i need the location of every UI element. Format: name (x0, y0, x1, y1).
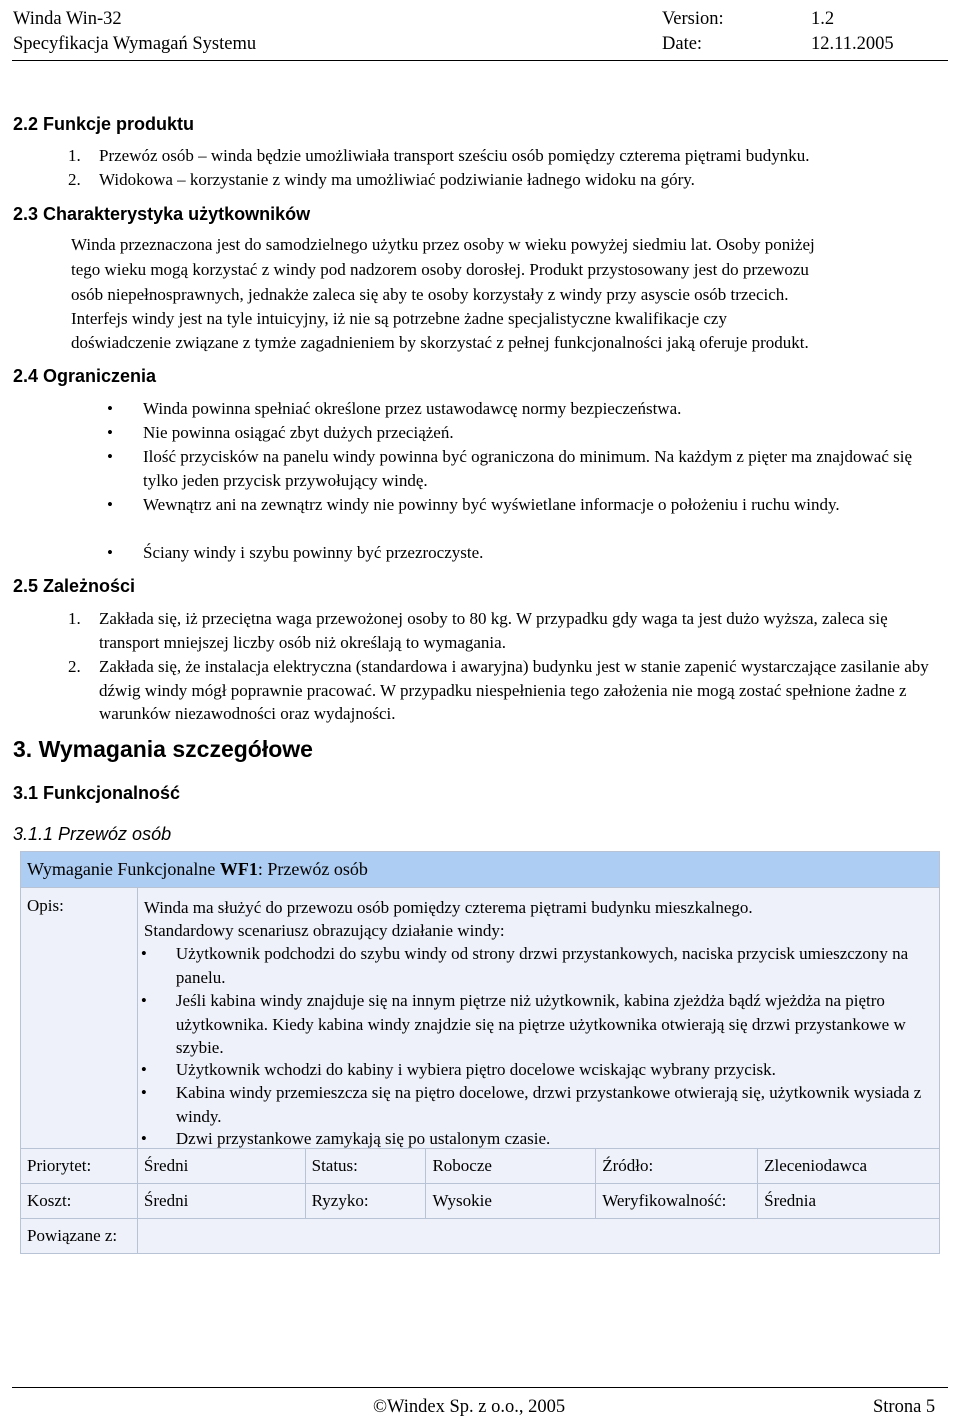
ryzyko-value: Wysokie (426, 1184, 596, 1219)
section-3-1-1-heading: 3.1.1 Przewóz osób (13, 824, 172, 844)
status-label: Status: (305, 1149, 426, 1184)
section-2-4-heading: 2.4 Ograniczenia (13, 366, 157, 386)
requirement-code: WF1 (219, 859, 258, 879)
zrodlo-label: Źródło: (596, 1149, 758, 1184)
list-text: Przewóz osób – winda będzie umożliwiała transport sześciu osób pomiędzy czterema piętrami budynku. (99, 146, 810, 165)
header-spec-title: Specyfikacja Wymagań Systemu (13, 34, 257, 54)
footer-copyright: ©Windex Sp. z o.o., 2005 (373, 1397, 566, 1417)
section-2-3-line: tego wieku mogą korzystać z windy pod nadzorem osoby dorosłej. Produkt przystosowany jest do przewozu (71, 260, 809, 279)
opis-label: Opis: (21, 888, 138, 1149)
requirement-title-suffix: : Przewóz osób (257, 859, 368, 879)
opis-intro: Winda ma służyć do przewozu osób pomiędzy czterema piętrami budynku mieszkalnego. (143, 898, 753, 917)
header-date-label: Date: (662, 34, 703, 54)
weryfikowalnosc-label: Weryfikowalność: (596, 1184, 758, 1219)
header-date-value: 12.11.2005 (811, 34, 894, 54)
header-app-name: Winda Win-32 (13, 9, 122, 29)
list-text: Zakłada się, że instalacja elektryczna (standardowa i awaryjna) budynku jest w stanie zapenić wystarczające zasilanie aby dźwig windy mógł poprawnie pracować. W przypadku niespełnienia tego założenia nie mogą zostać spełnione żadne z warunków niezawodności oraz wydajności. (99, 657, 929, 723)
header-divider (12, 60, 948, 61)
footer-divider (12, 1387, 948, 1388)
bullet-icon: • (140, 991, 147, 1010)
koszt-value: Średni (137, 1184, 305, 1219)
section-2-3-line: osób niepełnosprawnych, jednakże zaleca się aby te osoby korzystały z windy przy asyscie osób trzecich. (71, 285, 789, 304)
zrodlo-value: Zleceniodawca (758, 1149, 940, 1184)
requirement-table (20, 851, 940, 1254)
scenario-text: Jeśli kabina windy znajduje się na innym piętrze niż użytkownik, kabina zjeżdża bądź wjeżdża na piętro użytkownika. Kiedy kabina windy znajdzie się na piętrze użytkownika otwierają się drzwi przystankowe w szybie. (175, 991, 906, 1057)
section-2-5-heading: 2.5 Zależności (13, 576, 136, 596)
bullet-icon: • (140, 1129, 147, 1148)
priorytet-value: Średni (137, 1149, 305, 1184)
opis-content (137, 888, 939, 1149)
requirement-title (21, 852, 940, 888)
section-2-3-line: doświadczenie związane z tymże zagadnieniem by skorzystać z pełnej funkcjonalności jaką oferuje produkt. (71, 333, 809, 352)
list-text: Nie powinna osiągać zbyt dużych przeciążeń. (143, 423, 454, 442)
bullet-icon: • (107, 495, 113, 514)
section-2-3-line: Winda przeznaczona jest do samodzielnego użytku przez osoby w wieku powyżej siedmiu lat. Osoby poniżej (71, 235, 815, 254)
section-2-3-line: Interfejs windy jest na tyle intuicyjny, iż nie są potrzebne żadne specjalistyczne kwalifikacje czy (71, 309, 727, 328)
list-text: Wewnątrz ani na zewnątrz windy nie powinny być wyświetlane informacje o położeniu i ruchu windy. (143, 495, 840, 514)
bullet-icon: • (140, 1060, 147, 1079)
weryfikowalnosc-value: Średnia (758, 1184, 940, 1219)
list-number: 2. (68, 170, 81, 189)
requirement-title-prefix: Wymaganie Funkcjonalne (27, 859, 220, 879)
ryzyko-label: Ryzyko: (305, 1184, 426, 1219)
section-2-2-heading: 2.2 Funkcje produktu (13, 114, 195, 134)
bullet-icon: • (140, 1083, 147, 1102)
opis-intro: Standardowy scenariusz obrazujący działanie windy: (143, 921, 505, 940)
koszt-label: Koszt: (21, 1184, 138, 1219)
scenario-text: Kabina windy przemieszcza się na piętro docelowe, drzwi przystankowe otwierają się, użytkownik wysiada z windy. (175, 1083, 922, 1126)
bullet-icon: • (107, 399, 113, 418)
status-value: Robocze (426, 1149, 596, 1184)
scenario-text: Użytkownik podchodzi do szybu windy od strony drzwi przystankowych, naciska przycisk umieszczony na panelu. (175, 944, 909, 987)
list-number: 1. (68, 609, 81, 628)
list-text: Ilość przycisków na panelu windy powinna być ograniczona do minimum. Na każdym z pięter ma znajdować się tylko jeden przycisk przywołujący windę. (143, 447, 913, 490)
footer-page-number: Strona 5 (873, 1397, 936, 1417)
priorytet-label: Priorytet: (21, 1149, 138, 1184)
bullet-icon: • (107, 423, 113, 442)
section-3-heading: 3. Wymagania szczegółowe (13, 736, 313, 762)
header-version-label: Version: (662, 9, 724, 29)
powiazane-label: Powiązane z: (21, 1219, 138, 1254)
scenario-text: Dzwi przystankowe zamykają się po ustalonym czasie. (175, 1129, 551, 1148)
bullet-icon: • (107, 447, 113, 466)
powiazane-value (137, 1219, 939, 1254)
section-2-3-heading: 2.3 Charakterystyka użytkowników (13, 204, 311, 224)
header-version-value: 1.2 (811, 9, 835, 29)
list-text: Ściany windy i szybu powinny być przezroczyste. (143, 543, 484, 562)
scenario-text: Użytkownik wchodzi do kabiny i wybiera piętro docelowe wciskając wybrany przycisk. (175, 1060, 776, 1079)
list-text: Widokowa – korzystanie z windy ma umożliwiać podziwianie ładnego widoku na góry. (99, 170, 695, 189)
list-text: Winda powinna spełniać określone przez ustawodawcę normy bezpieczeństwa. (143, 399, 682, 418)
section-3-1-heading: 3.1 Funkcjonalność (13, 783, 181, 803)
list-number: 1. (68, 146, 81, 165)
bullet-icon: • (140, 944, 147, 963)
list-number: 2. (68, 657, 81, 676)
bullet-icon: • (107, 543, 113, 562)
list-text: Zakłada się, iż przeciętna waga przewożonej osoby to 80 kg. W przypadku gdy waga ta jest dużo wyższa, zaleca się transport mniejszej liczby osób niż określają to wymagania. (99, 609, 888, 652)
